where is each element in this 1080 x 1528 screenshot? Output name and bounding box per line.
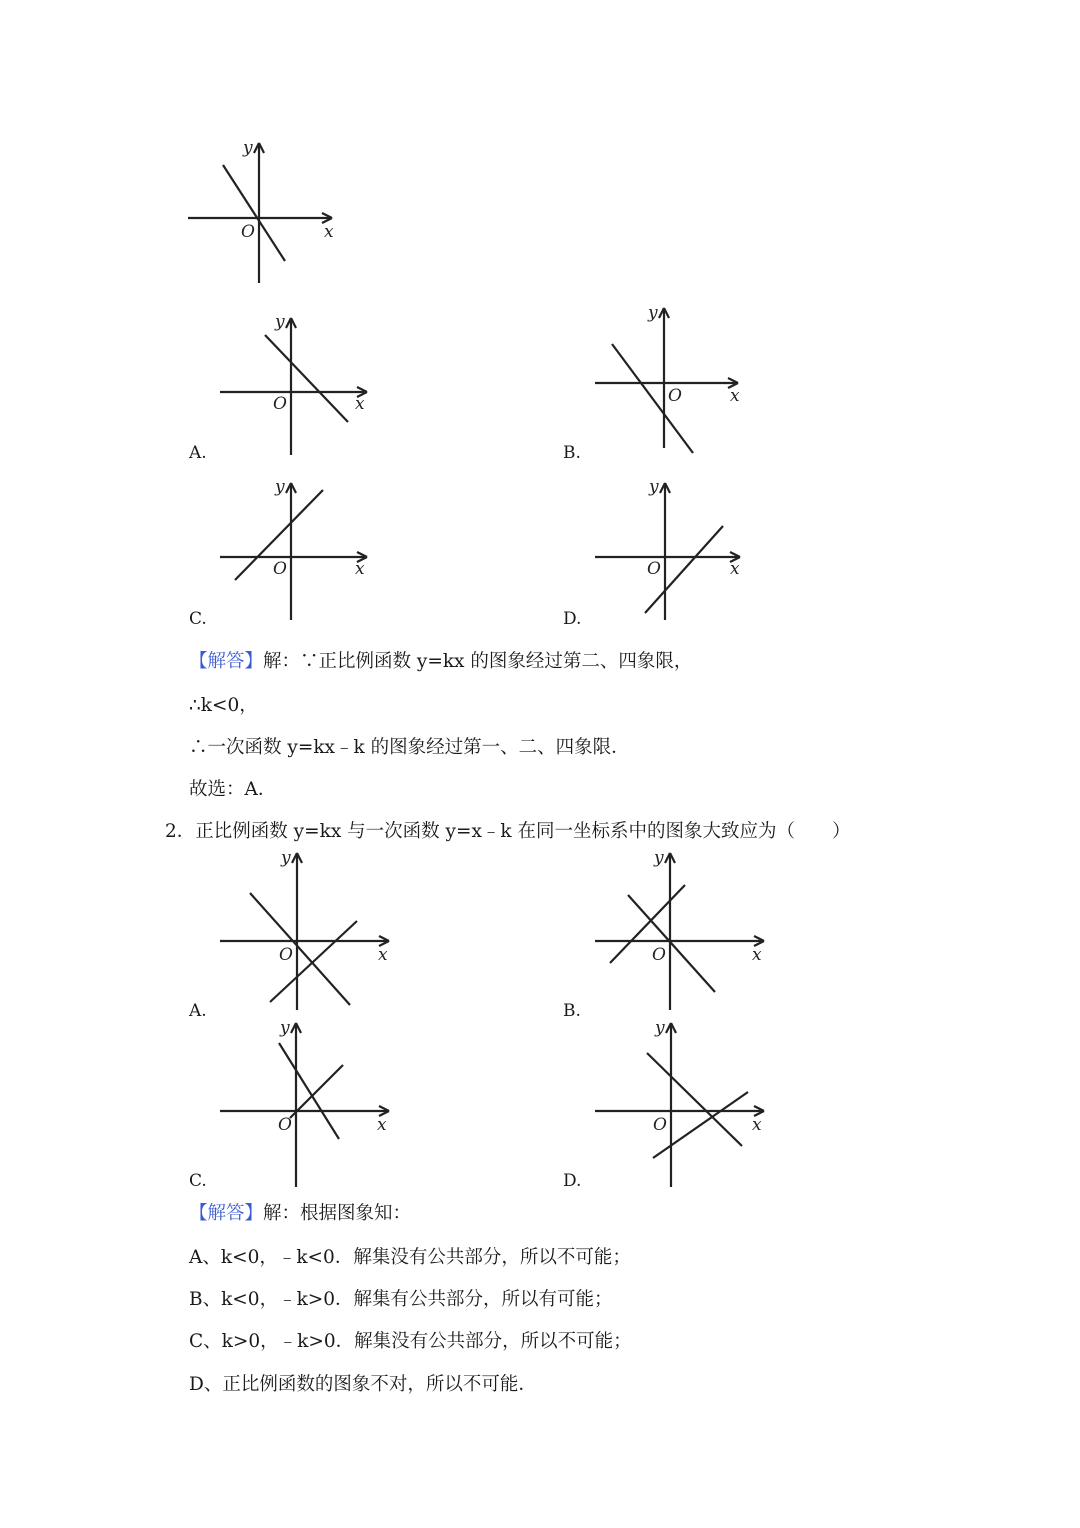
x-axis-label: x <box>355 394 365 414</box>
answer-tag: 【解答】 <box>189 651 264 672</box>
x-axis-label: x <box>377 1115 387 1135</box>
q1-answer-line-4: 故选：A． <box>189 779 277 800</box>
y-axis-label: y <box>275 477 285 497</box>
stem-graph <box>180 135 350 290</box>
q1-answer-line-2: ∴k<0， <box>189 695 258 716</box>
q2-question <box>165 820 851 844</box>
q2-answer-line-3: B、k<0，﹣k>0．解集有公共部分，所以有可能； <box>189 1289 613 1310</box>
q1-option-a-label: A. <box>189 443 207 463</box>
y-axis-label: y <box>649 477 659 497</box>
q2-option-d-label: D. <box>563 1171 582 1191</box>
origin-label: O <box>652 945 666 965</box>
x-axis-label: x <box>752 945 762 965</box>
q2-option-c-label: C. <box>189 1171 207 1191</box>
q1-option-d-label: D. <box>563 609 582 629</box>
y-axis-label: y <box>275 312 285 332</box>
q2-answer-line-1 <box>189 1202 411 1226</box>
origin-label: O <box>279 945 293 965</box>
origin-label: O <box>668 386 682 406</box>
origin-label: O <box>273 394 287 414</box>
answer-text: 解：∵正比例函数 y=kx 的图象经过第二、四象限， <box>263 651 693 672</box>
q2-number: 2． <box>165 821 196 842</box>
q1-graph-a <box>215 310 385 460</box>
origin-label: O <box>278 1115 292 1135</box>
q1-graph-d <box>590 475 760 625</box>
q1-option-c-label: C. <box>189 609 207 629</box>
origin-label: O <box>653 1115 667 1135</box>
q2-graph-c <box>215 1015 400 1190</box>
y-axis-label: y <box>654 848 664 868</box>
x-axis-label: x <box>730 559 740 579</box>
origin-label: O <box>273 559 287 579</box>
y-axis-label: y <box>281 848 291 868</box>
x-axis-label: x <box>752 1115 762 1135</box>
y-axis-label: y <box>243 138 253 158</box>
x-axis-label: x <box>355 559 365 579</box>
q2-text: 正比例函数 y=kx 与一次函数 y=x﹣k 在同一坐标系中的图象大致应为（ ） <box>195 821 851 842</box>
x-axis-label: x <box>324 222 334 242</box>
origin-label: O <box>241 222 255 242</box>
y-axis-label: y <box>280 1018 290 1038</box>
q2-graph-a <box>215 845 400 1015</box>
q1-answer-line-3: ∴一次函数 y=kx﹣k 的图象经过第一、二、四象限． <box>189 737 630 758</box>
q1-answer-line-1 <box>189 650 692 674</box>
q2-answer-line-5: D、正比例函数的图象不对，所以不可能． <box>189 1374 537 1395</box>
answer-tag: 【解答】 <box>189 1203 264 1224</box>
q2-answer-line-2: A、k<0，﹣k<0．解集没有公共部分，所以不可能； <box>189 1247 631 1268</box>
q1-graph-b <box>590 300 760 460</box>
y-axis-label: y <box>655 1018 665 1038</box>
origin-label: O <box>647 559 661 579</box>
answer-text: 解：根据图象知： <box>263 1203 412 1224</box>
y-axis-label: y <box>648 303 658 323</box>
q1-option-b-label: B. <box>563 443 581 463</box>
q1-graph-c <box>215 475 385 625</box>
q2-answer-line-4: C、k>0，﹣k>0．解集没有公共部分，所以不可能； <box>189 1331 632 1352</box>
x-axis-label: x <box>378 945 388 965</box>
q2-option-a-label: A. <box>189 1001 207 1021</box>
q2-graph-b <box>590 845 775 1015</box>
q2-graph-d <box>590 1015 775 1190</box>
q2-option-b-label: B. <box>563 1001 581 1021</box>
x-axis-label: x <box>730 386 740 406</box>
